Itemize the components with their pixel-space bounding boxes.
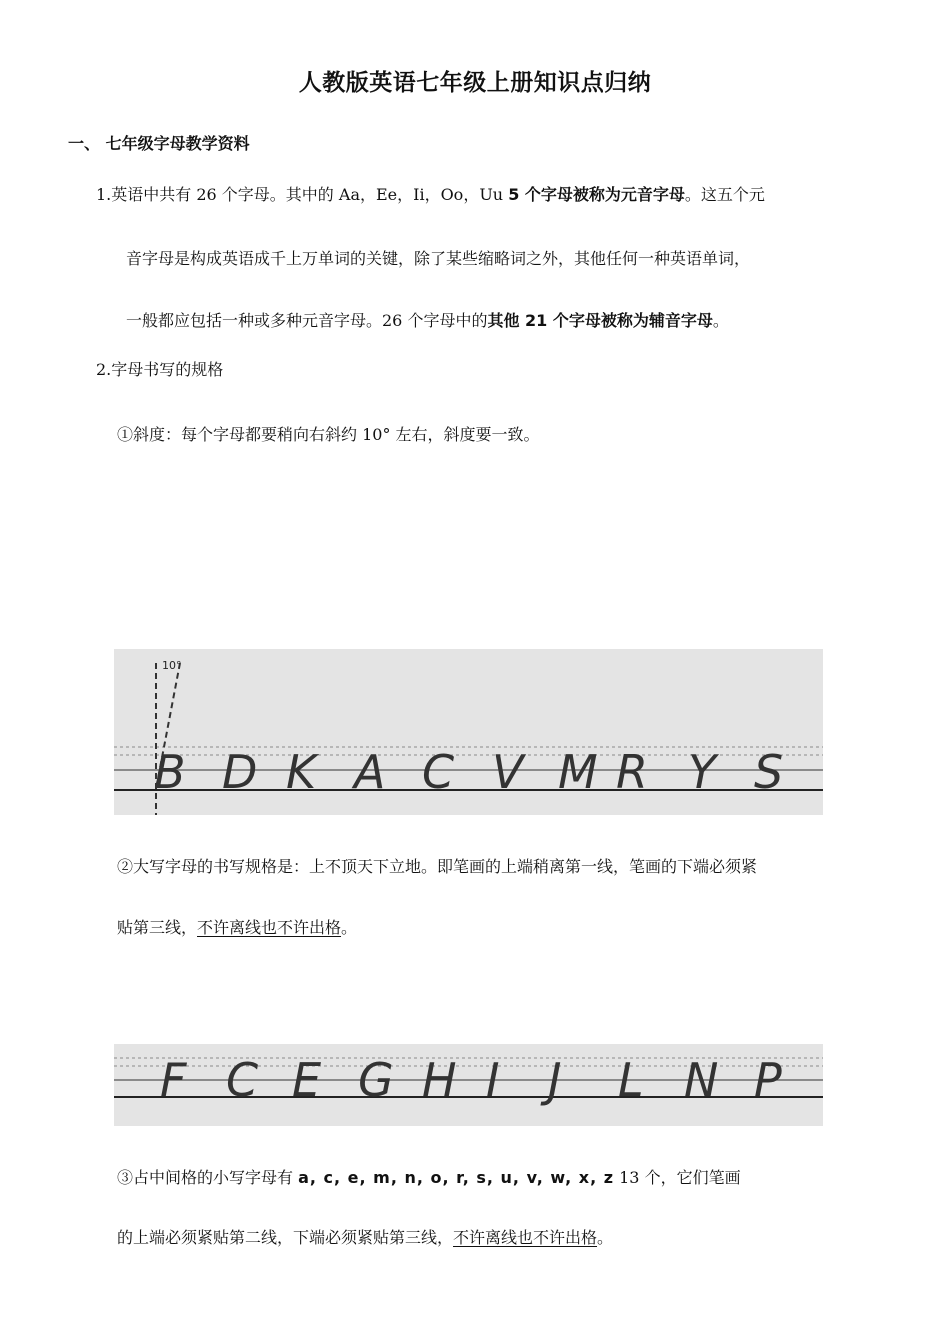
lowercase-rule-line-1 — [117, 1167, 741, 1189]
paragraph-vowels-line-3 — [126, 310, 729, 332]
letter-B: B — [154, 745, 186, 799]
underlined-text: 不许离线也不许出格 — [453, 1228, 598, 1247]
text: 13 个，它们笔画 — [614, 1168, 741, 1187]
letter-K: K — [286, 745, 317, 799]
text: 贴第三线， — [117, 918, 198, 937]
bold-letters: a, c, e, m, n, o, r, s, u, v, w, x, z — [298, 1168, 615, 1187]
text: 。 — [341, 918, 358, 937]
page-title: 人教版英语七年级上册知识点归纳 — [298, 70, 652, 96]
letter-M: M — [558, 745, 598, 799]
text: 。 — [597, 1228, 614, 1247]
letter-D: D — [222, 745, 258, 799]
text: 的上端必须紧贴第二线，下端必须紧贴第三线， — [117, 1228, 454, 1247]
text: 。 — [712, 311, 729, 330]
section-heading: 一、 七年级字母教学资料 — [68, 134, 250, 153]
underlined-text: 不许离线也不许出格 — [197, 918, 342, 937]
text: 1.英语中共有 26 个字母。其中的 Aa，Ee，Ii，Oo，Uu — [96, 185, 509, 204]
letter-A: A — [354, 745, 386, 799]
letter-H: H — [422, 1053, 457, 1107]
letter-G: G — [358, 1053, 394, 1107]
bold-text: 其他 21 个字母被称为辅音字母 — [487, 311, 713, 330]
handwriting-image-uppercase — [114, 1044, 823, 1126]
letter-V: V — [492, 745, 524, 799]
bold-text: 5 个字母被称为元音字母 — [508, 185, 685, 204]
paragraph-vowels-line-2: 音字母是构成英语成千上万单词的关键，除了某些缩略词之外，其他任何一种英语单词， — [126, 249, 751, 268]
text: ③占中间格的小写字母有 — [117, 1168, 299, 1187]
letter-J: J — [548, 1053, 562, 1107]
letter-P: P — [754, 1053, 782, 1107]
letter-S: S — [754, 745, 784, 799]
letter-C: C — [226, 1053, 259, 1107]
letter-E: E — [292, 1053, 322, 1107]
paragraph-vowels-line-1 — [96, 184, 765, 206]
letter-I: I — [486, 1053, 500, 1107]
uppercase-rule-line-2 — [117, 917, 357, 939]
letter-C: C — [422, 745, 455, 799]
letter-L: L — [618, 1053, 644, 1107]
text: 。这五个元 — [684, 185, 765, 204]
handwriting-image-slant — [114, 649, 823, 815]
letter-F: F — [160, 1053, 187, 1107]
letter-Y: Y — [688, 745, 717, 799]
uppercase-rule-line-1: ②大写字母的书写规格是：上不顶天下立地。即笔画的上端稍离第一线，笔画的下端必须紧 — [117, 857, 758, 876]
slant-rule: ①斜度：每个字母都要稍向右斜约 10° 左右，斜度要一致。 — [117, 425, 540, 444]
letter-N: N — [684, 1053, 719, 1107]
subheading-letter-writing: 2.字母书写的规格 — [96, 360, 224, 379]
letter-R: R — [616, 745, 648, 799]
text: 一般都应包括一种或多种元音字母。26 个字母中的 — [126, 311, 488, 330]
degree-label: 10° — [162, 659, 182, 672]
lowercase-rule-line-2 — [117, 1227, 613, 1249]
